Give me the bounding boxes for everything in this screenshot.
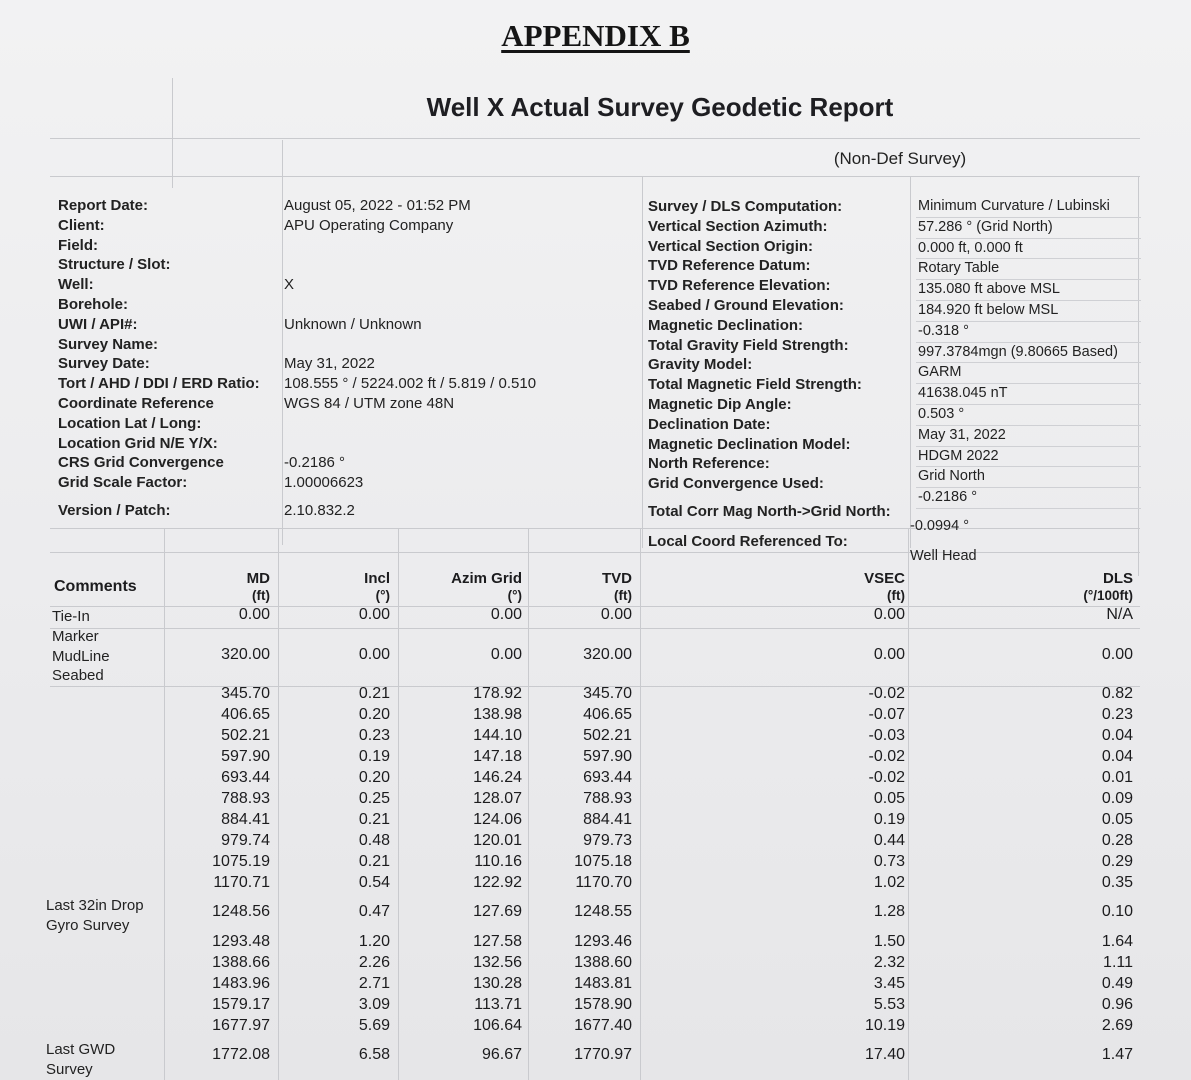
cell-md: 979.74 xyxy=(221,832,270,849)
field-label: Survey Date: xyxy=(58,355,150,373)
cell-dls: 0.00 xyxy=(1101,646,1133,663)
cell-azim: 124.06 xyxy=(473,811,522,828)
field-label: Declination Date: xyxy=(648,415,771,433)
field-value xyxy=(284,295,644,315)
cell-tvd: 1388.60 xyxy=(574,954,632,971)
cell-md: 884.41 xyxy=(221,811,270,828)
field-value xyxy=(284,434,644,454)
cell-tvd: 0.00 xyxy=(600,606,632,623)
right-field-labels xyxy=(648,197,910,552)
field-value: 0.503 ° xyxy=(916,405,1141,426)
frame-line xyxy=(50,138,1140,139)
cell-dls: N/A xyxy=(1106,606,1133,623)
cell-incl: 1.20 xyxy=(358,933,390,950)
cell-vsec: 0.44 xyxy=(873,832,905,849)
cell-incl: 0.00 xyxy=(358,606,390,623)
cell-incl: 0.47 xyxy=(358,903,390,920)
field-value: -0.0994 ° xyxy=(910,517,970,534)
report-subtitle: (Non-Def Survey) xyxy=(833,149,967,168)
cell-tvd: 979.73 xyxy=(583,832,632,849)
cell-tvd: 1578.90 xyxy=(574,996,632,1013)
field-label: Grid Convergence Used: xyxy=(648,475,824,493)
field-label: Magnetic Declination Model: xyxy=(648,435,851,453)
field-value: 108.555 ° / 5224.002 ft / 5.819 / 0.510 xyxy=(284,375,537,393)
cell-tvd: 1677.40 xyxy=(574,1017,632,1034)
cell-md: 1248.56 xyxy=(212,903,270,920)
cell-incl: 0.19 xyxy=(358,748,390,765)
cell-vsec: 1.28 xyxy=(873,903,905,920)
field-label: Survey Name: xyxy=(58,335,159,353)
field-label: Grid Scale Factor: xyxy=(58,474,188,492)
field-value: WGS 84 / UTM zone 48N xyxy=(284,394,455,412)
cell-vsec: 3.45 xyxy=(873,975,905,992)
cell-vsec: -0.03 xyxy=(868,727,905,744)
field-value: HDGM 2022 xyxy=(916,447,1141,468)
left-field-labels xyxy=(58,196,278,521)
field-value: 184.920 ft below MSL xyxy=(916,301,1141,322)
frame-line xyxy=(528,528,529,1080)
column-name: Incl xyxy=(364,570,390,587)
cell-dls: 0.04 xyxy=(1101,748,1133,765)
cell-md: 1170.71 xyxy=(213,874,270,891)
cell-incl: 6.58 xyxy=(358,1046,390,1063)
frame-line xyxy=(640,528,641,1080)
column-unit: (ft) xyxy=(614,588,632,603)
field-value xyxy=(284,255,644,275)
cell-vsec: 10.19 xyxy=(864,1017,905,1034)
cell-vsec: 1.02 xyxy=(873,874,905,891)
cell-incl: 0.20 xyxy=(358,769,390,786)
field-value: -0.318 ° xyxy=(916,322,1141,343)
field-label: Survey / DLS Computation: xyxy=(648,198,843,215)
cell-azim: 147.18 xyxy=(473,748,522,765)
cell-vsec: 5.53 xyxy=(873,996,905,1013)
cell-azim: 128.07 xyxy=(473,790,522,807)
field-label: Structure / Slot: xyxy=(58,256,171,274)
field-label: TVD Reference Elevation: xyxy=(648,277,831,295)
cell-tvd: 884.41 xyxy=(583,811,632,828)
cell-incl: 0.21 xyxy=(358,853,390,870)
cell-vsec: -0.07 xyxy=(868,706,905,723)
cell-md: 1772.08 xyxy=(212,1046,270,1063)
column-unit: (ft) xyxy=(252,588,270,603)
field-label: Client: xyxy=(58,216,105,234)
cell-vsec: 0.00 xyxy=(873,606,905,623)
cell-tvd: 1248.55 xyxy=(574,903,632,920)
cell-incl: 0.20 xyxy=(358,706,390,723)
row-comment: Last GWD Survey xyxy=(46,1041,116,1078)
cell-azim: 138.98 xyxy=(473,706,522,723)
cell-incl: 0.21 xyxy=(358,685,390,702)
cell-azim: 144.10 xyxy=(473,727,522,744)
cell-vsec: 2.32 xyxy=(873,954,905,971)
frame-line xyxy=(50,628,1140,629)
field-value: Minimum Curvature / Lubinski xyxy=(916,197,1141,218)
frame-line xyxy=(172,78,173,188)
cell-incl: 0.25 xyxy=(358,790,390,807)
column-header-incl xyxy=(290,570,390,604)
cell-tvd: 502.21 xyxy=(583,727,632,744)
cell-vsec: -0.02 xyxy=(868,685,905,702)
cell-dls: 1.64 xyxy=(1101,933,1133,950)
cell-vsec: -0.02 xyxy=(868,769,905,786)
field-value: 57.286 ° (Grid North) xyxy=(916,218,1141,239)
cell-incl: 3.09 xyxy=(358,996,390,1013)
field-value: Rotary Table xyxy=(916,259,1141,280)
field-label: Tort / AHD / DDI / ERD Ratio: xyxy=(58,375,260,393)
field-value: May 31, 2022 xyxy=(916,426,1141,447)
cell-dls: 0.23 xyxy=(1101,706,1133,723)
field-value xyxy=(284,236,644,256)
cell-dls: 0.82 xyxy=(1101,685,1133,702)
column-name: MD xyxy=(246,570,270,587)
frame-line xyxy=(278,528,279,1080)
cell-md: 1293.48 xyxy=(212,933,270,950)
field-value xyxy=(284,335,644,355)
cell-md: 345.70 xyxy=(221,685,270,702)
cell-azim: 127.69 xyxy=(473,903,522,920)
field-value: May 31, 2022 xyxy=(284,355,375,373)
report-title: Well X Actual Survey Geodetic Report xyxy=(426,92,894,122)
column-header-md xyxy=(150,570,270,604)
row-comment: Marker MudLine Seabed xyxy=(52,628,110,684)
cell-tvd: 788.93 xyxy=(583,790,632,807)
right-field-values xyxy=(910,197,1141,567)
field-value: 2.10.832.2 xyxy=(284,501,355,519)
cell-incl: 0.23 xyxy=(358,727,390,744)
cell-md: 1677.97 xyxy=(212,1017,270,1034)
field-label: Magnetic Dip Angle: xyxy=(648,395,792,413)
column-unit: (°/100ft) xyxy=(1083,588,1133,603)
cell-dls: 0.04 xyxy=(1101,727,1133,744)
field-value: 0.000 ft, 0.000 ft xyxy=(916,239,1141,260)
field-value: Well Head xyxy=(910,547,977,564)
cell-incl: 0.00 xyxy=(358,646,390,663)
field-label: Vertical Section Origin: xyxy=(648,237,814,255)
cell-azim: 146.24 xyxy=(473,769,522,786)
field-label: Well: xyxy=(58,276,94,294)
cell-incl: 2.26 xyxy=(358,954,390,971)
cell-md: 0.00 xyxy=(238,606,270,623)
cell-azim: 132.56 xyxy=(473,954,522,971)
cell-incl: 2.71 xyxy=(358,975,390,992)
cell-azim: 122.92 xyxy=(473,874,522,891)
frame-line xyxy=(910,176,911,548)
cell-azim: 110.16 xyxy=(474,853,522,870)
frame-line xyxy=(908,528,909,1080)
cell-md: 788.93 xyxy=(221,790,270,807)
column-header-comments: Comments xyxy=(54,578,137,595)
cell-tvd: 1483.81 xyxy=(574,975,632,992)
row-comment: Last 32in Drop Gyro Survey xyxy=(46,897,144,934)
cell-tvd: 320.00 xyxy=(583,646,632,663)
field-label: Location Grid N/E Y/X: xyxy=(58,434,218,452)
field-label: Local Coord Referenced To: xyxy=(648,532,848,550)
field-label: Total Corr Mag North->Grid North: xyxy=(648,502,891,520)
row-comment: Tie-In xyxy=(52,608,90,625)
cell-dls: 0.96 xyxy=(1101,996,1133,1013)
field-label: UWI / API#: xyxy=(58,315,138,333)
cell-dls: 0.28 xyxy=(1101,832,1133,849)
cell-vsec: 0.05 xyxy=(873,790,905,807)
field-value: -0.2186 ° xyxy=(916,488,1141,509)
field-label: Field: xyxy=(58,236,98,254)
cell-tvd: 345.70 xyxy=(583,685,632,702)
field-value: 135.080 ft above MSL xyxy=(916,280,1141,301)
cell-dls: 0.09 xyxy=(1101,790,1133,807)
field-value: GARM xyxy=(916,363,1141,384)
cell-tvd: 1170.70 xyxy=(575,874,632,891)
cell-azim: 0.00 xyxy=(490,606,522,623)
cell-dls: 1.47 xyxy=(1101,1046,1133,1063)
cell-incl: 5.69 xyxy=(358,1017,390,1034)
column-unit: (°) xyxy=(507,588,522,603)
field-label: Seabed / Ground Elevation: xyxy=(648,296,844,314)
field-value: 997.3784mgn (9.80665 Based) xyxy=(916,343,1141,364)
column-name: TVD xyxy=(602,570,632,587)
cell-md: 1075.19 xyxy=(212,853,270,870)
field-value: 1.00006623 xyxy=(284,474,364,492)
frame-line xyxy=(282,140,283,545)
field-label: Report Date: xyxy=(58,197,149,214)
field-value: APU Operating Company xyxy=(284,216,454,234)
cell-dls: 1.11 xyxy=(1103,954,1133,971)
cell-azim: 0.00 xyxy=(490,646,522,663)
field-label: Total Gravity Field Strength: xyxy=(648,336,849,354)
cell-vsec: 17.40 xyxy=(864,1046,905,1063)
cell-dls: 0.05 xyxy=(1101,811,1133,828)
column-name: Azim Grid xyxy=(451,570,522,587)
cell-tvd: 693.44 xyxy=(583,769,632,786)
cell-tvd: 1770.97 xyxy=(574,1046,632,1063)
field-label: Vertical Section Azimuth: xyxy=(648,217,828,235)
cell-azim: 130.28 xyxy=(473,975,522,992)
field-label: Borehole: xyxy=(58,295,129,313)
cell-vsec: 0.00 xyxy=(873,646,905,663)
cell-azim: 127.58 xyxy=(473,933,522,950)
cell-dls: 0.29 xyxy=(1101,853,1133,870)
cell-incl: 0.54 xyxy=(358,874,390,891)
frame-line xyxy=(50,176,1140,177)
column-header-vsec xyxy=(760,570,905,604)
frame-line xyxy=(398,528,399,1080)
field-label: Total Magnetic Field Strength: xyxy=(648,376,862,394)
field-label: Gravity Model: xyxy=(648,356,753,374)
column-header-tvd xyxy=(530,570,632,604)
field-value: -0.2186 ° xyxy=(284,454,346,472)
cell-azim: 178.92 xyxy=(473,685,522,702)
cell-vsec: 0.73 xyxy=(873,853,905,870)
cell-tvd: 1293.46 xyxy=(574,933,632,950)
field-label: Magnetic Declination: xyxy=(648,316,804,334)
field-label: CRS Grid Convergence xyxy=(58,454,224,472)
field-label: Version / Patch: xyxy=(58,501,171,519)
field-value: August 05, 2022 - 01:52 PM xyxy=(284,197,471,214)
field-value: Unknown / Unknown xyxy=(284,315,422,333)
cell-vsec: 0.19 xyxy=(873,811,905,828)
cell-md: 1483.96 xyxy=(212,975,270,992)
cell-tvd: 597.90 xyxy=(583,748,632,765)
field-value xyxy=(284,414,644,434)
column-unit: (ft) xyxy=(887,588,905,603)
field-label: Location Lat / Long: xyxy=(58,414,202,432)
cell-azim: 106.64 xyxy=(473,1017,522,1034)
cell-md: 502.21 xyxy=(221,727,270,744)
cell-md: 320.00 xyxy=(221,646,270,663)
cell-md: 1579.17 xyxy=(212,996,270,1013)
cell-incl: 0.21 xyxy=(358,811,390,828)
cell-azim: 120.01 xyxy=(473,832,522,849)
column-name: DLS xyxy=(1103,570,1133,587)
field-label: TVD Reference Datum: xyxy=(648,257,811,275)
cell-dls: 0.49 xyxy=(1101,975,1133,992)
cell-vsec: -0.02 xyxy=(868,748,905,765)
cell-dls: 0.35 xyxy=(1101,874,1133,891)
appendix-heading: APPENDIX B xyxy=(501,18,690,53)
cell-vsec: 1.50 xyxy=(873,933,905,950)
cell-md: 693.44 xyxy=(221,769,270,786)
cell-md: 597.90 xyxy=(221,748,270,765)
field-value: Grid North xyxy=(916,467,1141,488)
cell-tvd: 1075.18 xyxy=(574,853,632,870)
field-value: X xyxy=(284,276,295,294)
cell-azim: 96.67 xyxy=(481,1046,522,1063)
cell-md: 1388.66 xyxy=(212,954,270,971)
cell-tvd: 406.65 xyxy=(583,706,632,723)
field-label: Coordinate Reference xyxy=(58,394,214,412)
cell-incl: 0.48 xyxy=(358,832,390,849)
column-header-dls xyxy=(1000,570,1133,604)
field-value: 41638.045 nT xyxy=(916,384,1141,405)
column-name: VSEC xyxy=(864,570,905,587)
column-header-azim xyxy=(410,570,522,604)
cell-md: 406.65 xyxy=(221,706,270,723)
cell-dls: 0.01 xyxy=(1101,769,1133,786)
cell-azim: 113.71 xyxy=(474,996,522,1013)
left-field-values xyxy=(284,196,644,521)
cell-dls: 0.10 xyxy=(1101,903,1133,920)
field-label: North Reference: xyxy=(648,455,770,473)
cell-dls: 2.69 xyxy=(1101,1017,1133,1034)
column-unit: (°) xyxy=(375,588,390,603)
